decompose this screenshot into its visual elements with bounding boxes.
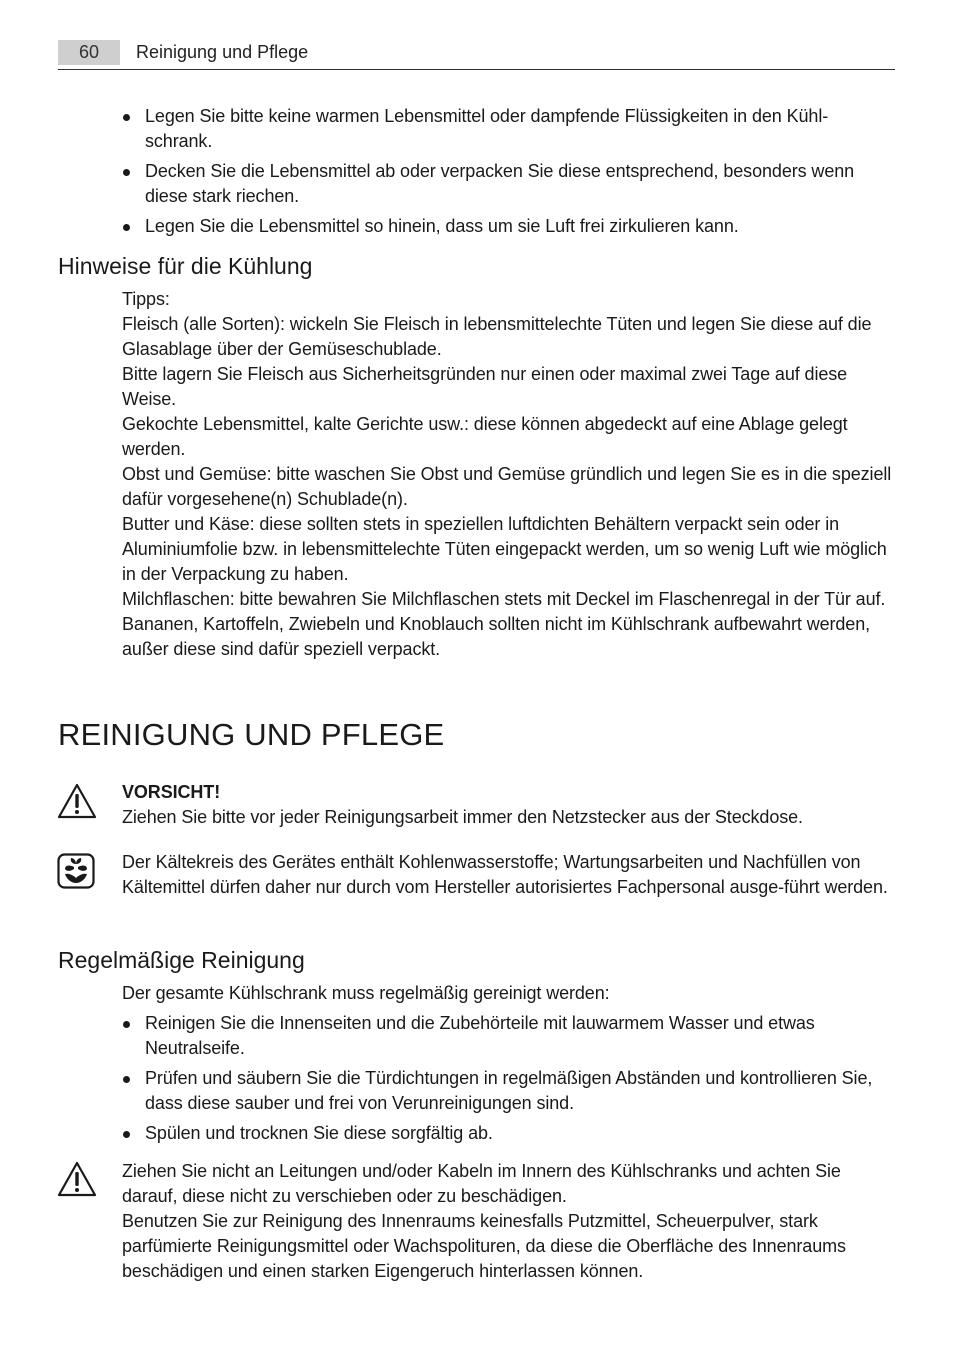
page-number: 60 bbox=[58, 40, 120, 65]
list-item: Reinigen Sie die Innenseiten und die Zubehörteile mit lauwarmem Wasser und etwas Neutralseife. bbox=[118, 1011, 888, 1061]
list-item: Legen Sie die Lebensmittel so hinein, dass um sie Luft frei zirkulieren kann. bbox=[118, 214, 888, 239]
tip-line: Bananen, Kartoffeln, Zwiebeln und Knoblauch sollten nicht im Kühlschrank aufbewahrt werden, außer diese sind dafür speziell verpackt. bbox=[122, 614, 871, 659]
cleaning-bullet-list bbox=[118, 1011, 888, 1146]
running-header: Reinigung und Pflege bbox=[136, 42, 309, 62]
regular-cleaning-heading: Regelmäßige Reinigung bbox=[58, 947, 305, 973]
cooling-tips bbox=[122, 287, 892, 662]
header-rule bbox=[58, 69, 895, 70]
warning-triangle-icon bbox=[57, 783, 97, 819]
tip-line: Tipps: bbox=[122, 289, 170, 309]
warning-block bbox=[122, 1159, 897, 1284]
caution-text: Ziehen Sie bitte vor jeder Reinigungsarbeit immer den Netzstecker aus der Steckdose. bbox=[122, 807, 803, 827]
list-item: Prüfen und säubern Sie die Türdichtungen in regelmäßigen Abständen und kontrollieren Sie, dass diese sauber und frei von Verunreinigungen sind. bbox=[118, 1066, 888, 1116]
cooling-heading: Hinweise für die Kühlung bbox=[58, 253, 313, 279]
section-heading: REINIGUNG UND PFLEGE bbox=[58, 717, 445, 752]
warning-text: Ziehen Sie nicht an Leitungen und/oder Kabeln im Innern des Kühlschranks und achten Sie darauf, diese nicht zu verschieben oder zu beschädigen. bbox=[122, 1161, 841, 1206]
tip-line: Obst und Gemüse: bitte waschen Sie Obst und Gemüse gründlich und legen Sie es in die speziell dafür vorgesehene(n) Schublade(n). bbox=[122, 464, 892, 509]
caution-label: VORSICHT! bbox=[122, 782, 221, 802]
storage-bullet-list bbox=[118, 104, 888, 239]
list-item: Legen Sie bitte keine warmen Lebensmittel oder dampfende Flüssigkeiten in den Kühl-schrank. bbox=[118, 104, 888, 154]
regular-cleaning-intro: Der gesamte Kühlschrank muss regelmäßig gereinigt werden: bbox=[122, 983, 610, 1003]
warning-text: Benutzen Sie zur Reinigung des Innenraums keinesfalls Putzmittel, Scheuerpulver, stark parfümierte Reinigungsmittel oder Wachspolituren, da diese die Oberfläche des Innenraums beschädigen und einen starken Eigengeruch hinterlassen können. bbox=[122, 1211, 846, 1281]
tip-line: Butter und Käse: diese sollten stets in speziellen luftdichten Behältern verpackt sein oder in Aluminiumfolie bzw. in lebensmittelechte Tüten eingepackt werden, um so wenig Luft wie möglich in der Verpackung zu haben. bbox=[122, 514, 887, 584]
tip-line: Bitte lagern Sie Fleisch aus Sicherheitsgründen nur einen oder maximal zwei Tage auf diese Weise. bbox=[122, 364, 848, 409]
caution-block bbox=[122, 780, 892, 830]
list-item: Decken Sie die Lebensmittel ab oder verpacken Sie diese entsprechend, besonders wenn diese stark riechen. bbox=[118, 159, 888, 209]
environment-note: Der Kältekreis des Gerätes enthält Kohlenwasserstoffe; Wartungsarbeiten und Nachfüllen von Kältemittel dürfen daher nur durch vom Hersteller autorisiertes Fachpersonal ausge-führt werden. bbox=[122, 852, 888, 897]
tip-line: Fleisch (alle Sorten): wickeln Sie Fleisch in lebensmittelechte Tüten und legen Sie diese auf die Glasablage über der Gemüseschublade. bbox=[122, 314, 872, 359]
tip-line: Gekochte Lebensmittel, kalte Gerichte usw.: diese können abgedeckt auf eine Ablage gelegt werden. bbox=[122, 414, 848, 459]
tip-line: Milchflaschen: bitte bewahren Sie Milchflaschen stets mit Deckel im Flaschenregal in der Tür auf. bbox=[122, 589, 886, 609]
environment-icon bbox=[57, 853, 95, 889]
list-item: Spülen und trocknen Sie diese sorgfältig ab. bbox=[118, 1121, 888, 1146]
warning-triangle-icon bbox=[57, 1161, 97, 1197]
